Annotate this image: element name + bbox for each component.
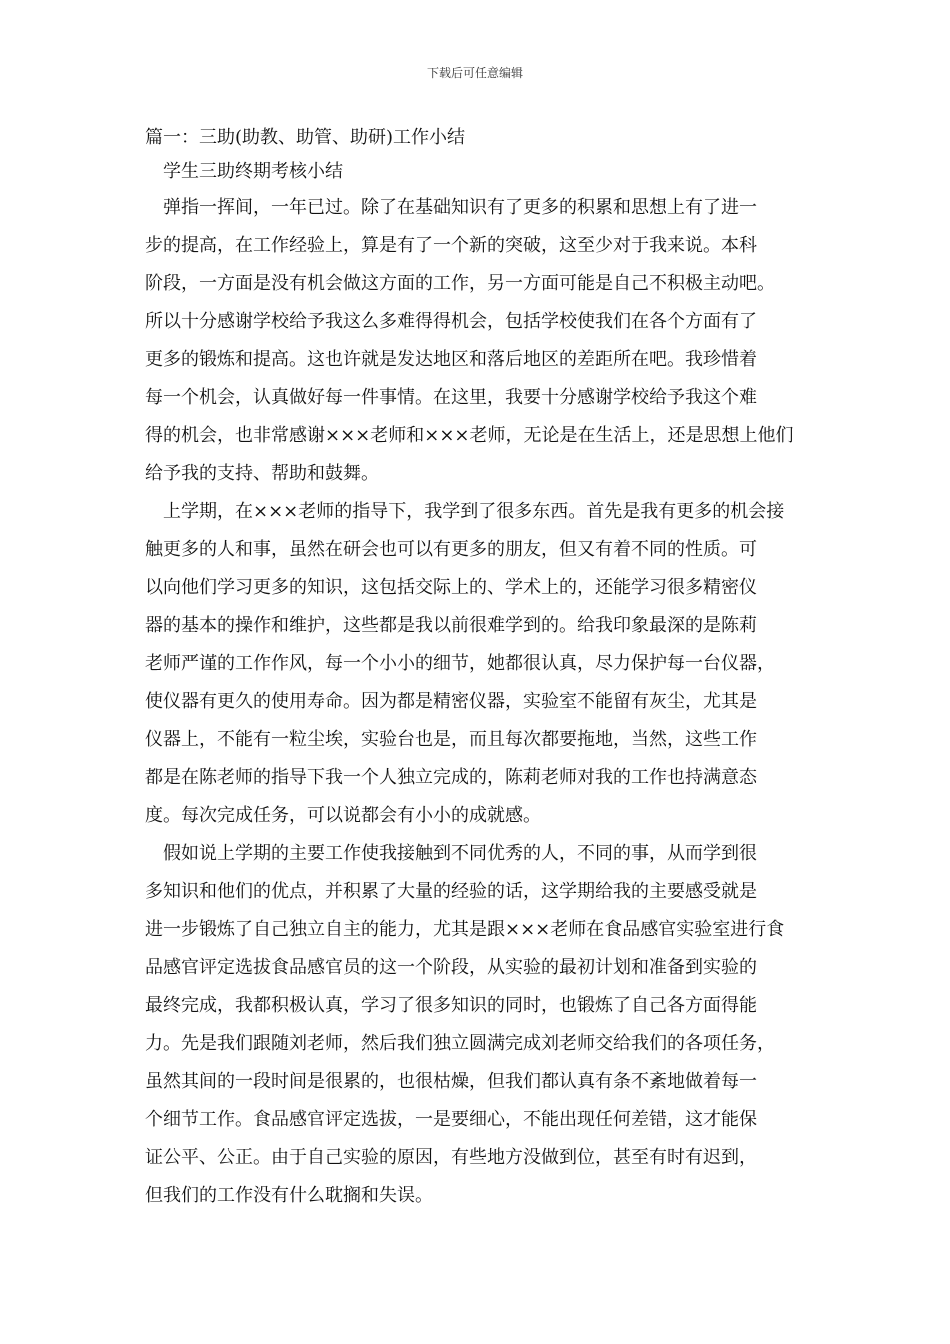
paragraph-line: 虽然其间的一段时间是很累的，也很枯燥，但我们都认真有条不紊地做着每一	[145, 1071, 757, 1092]
paragraph-line: 都是在陈老师的指导下我一个人独立完成的，陈莉老师对我的工作也持满意态	[145, 767, 757, 788]
paragraph	[145, 835, 815, 1215]
paragraph-list	[145, 189, 815, 1215]
paragraph-line: 品感官评定选拔食品感官员的这一个阶段，从实验的最初计划和准备到实验的	[145, 957, 757, 978]
paragraph-line: 多知识和他们的优点，并积累了大量的经验的话，这学期给我的主要感受就是	[145, 881, 757, 902]
paragraph-line: 证公平、公正。由于自己实验的原因，有些地方没做到位，甚至有时有迟到，	[145, 1147, 757, 1168]
paragraph	[145, 493, 815, 835]
paragraph-line: 力。先是我们跟随刘老师，然后我们独立圆满完成刘老师交给我们的各项任务，	[145, 1033, 775, 1054]
paragraph-line: 弹指一挥间，一年已过。除了在基础知识有了更多的积累和思想上有了进一	[163, 197, 757, 218]
document-body	[145, 121, 815, 1215]
paragraph	[145, 189, 815, 493]
paragraph-line: 给予我的支持、帮助和鼓舞。	[145, 463, 379, 484]
paragraph-line: 步的提高，在工作经验上，算是有了一个新的突破，这至少对于我来说。本科	[145, 235, 757, 256]
paragraph-line: 得的机会，也非常感谢×××老师和×××老师，无论是在生活上，还是思想上他们	[145, 425, 794, 446]
paragraph-line: 假如说上学期的主要工作使我接触到不同优秀的人，不同的事，从而学到很	[163, 843, 757, 864]
paragraph-line: 以向他们学习更多的知识，这包括交际上的、学术上的，还能学习很多精密仪	[145, 577, 757, 598]
paragraph-line: 仪器上，不能有一粒尘埃，实验台也是，而且每次都要拖地，当然，这些工作	[145, 729, 757, 750]
page-header: 下载后可任意编辑	[426, 66, 523, 80]
paragraph-line: 使仪器有更久的使用寿命。因为都是精密仪器，实验室不能留有灰尘，尤其是	[145, 691, 757, 712]
document-title: 篇一：三助(助教、助管、助研)工作小结	[145, 127, 466, 148]
paragraph-line: 最终完成，我都积极认真，学习了很多知识的同时，也锻炼了自己各方面得能	[145, 995, 757, 1016]
paragraph-line: 老师严谨的工作作风，每一个小小的细节，她都很认真，尽力保护每一台仪器，	[145, 653, 775, 674]
paragraph-line: 触更多的人和事，虽然在研会也可以有更多的朋友，但又有着不同的性质。可	[145, 539, 757, 560]
paragraph-line: 但我们的工作没有什么耽搁和失误。	[145, 1185, 433, 1206]
paragraph-line: 所以十分感谢学校给予我这么多难得得机会，包括学校使我们在各个方面有了	[145, 311, 757, 332]
document-subtitle: 学生三助终期考核小结	[163, 161, 343, 182]
paragraph-line: 度。每次完成任务，可以说都会有小小的成就感。	[145, 805, 541, 826]
paragraph-line: 上学期，在×××老师的指导下，我学到了很多东西。首先是我有更多的机会接	[163, 501, 785, 522]
paragraph-line: 个细节工作。食品感官评定选拔，一是要细心，不能出现任何差错，这才能保	[145, 1109, 757, 1130]
paragraph-line: 阶段，一方面是没有机会做这方面的工作，另一方面可能是自己不积极主动吧。	[145, 273, 775, 294]
paragraph-line: 进一步锻炼了自己独立自主的能力，尤其是跟×××老师在食品感官实验室进行食	[145, 919, 785, 940]
paragraph-line: 器的基本的操作和维护，这些都是我以前很难学到的。给我印象最深的是陈莉	[145, 615, 757, 636]
paragraph-line: 更多的锻炼和提高。这也许就是发达地区和落后地区的差距所在吧。我珍惜着	[145, 349, 757, 370]
paragraph-line: 每一个机会，认真做好每一件事情。在这里，我要十分感谢学校给予我这个难	[145, 387, 757, 408]
